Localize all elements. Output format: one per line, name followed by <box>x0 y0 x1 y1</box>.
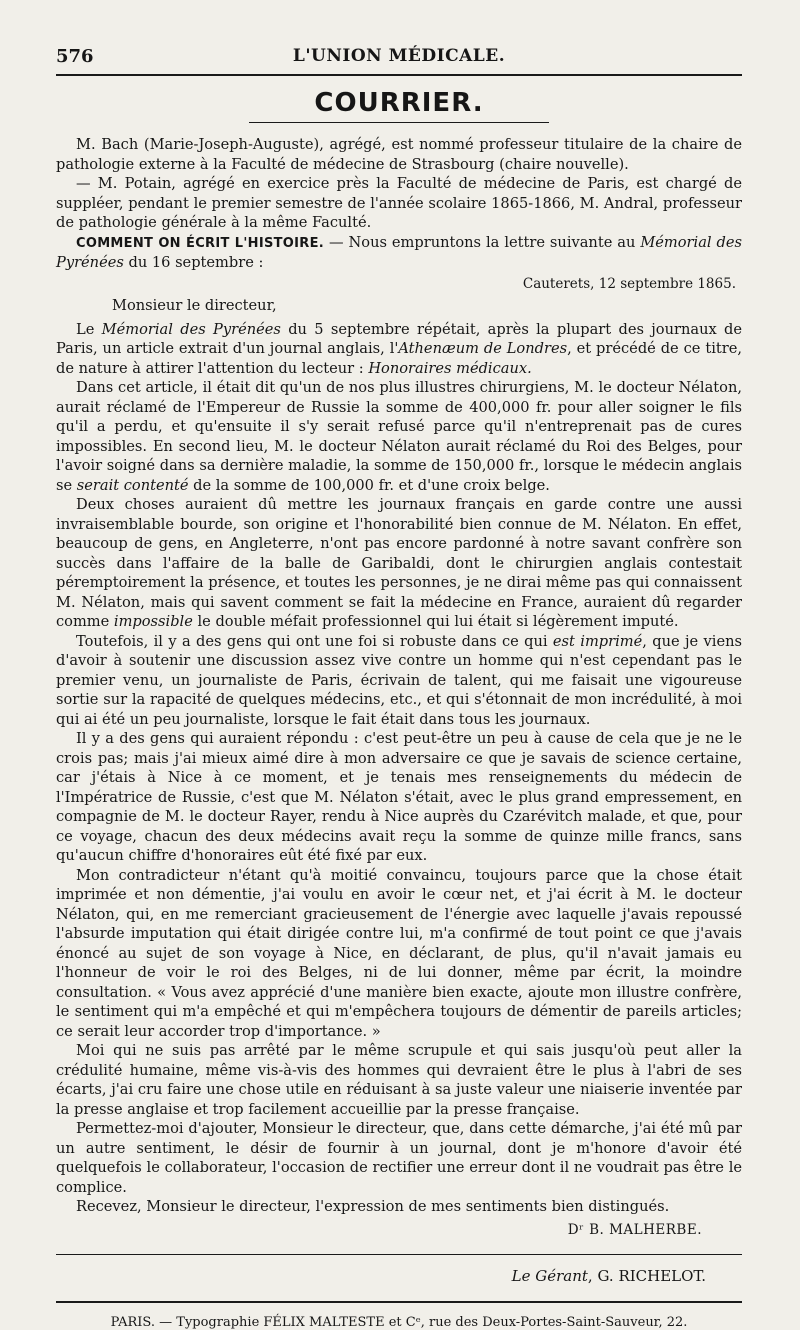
paragraph-toutefois <box>56 632 742 730</box>
rubric-heading: COMMENT ON ÉCRIT L'HISTOIRE. <box>76 235 325 251</box>
imprint-rule <box>56 1301 742 1303</box>
letter-dateline: Cauterets, 12 septembre 1865. <box>522 275 736 292</box>
printer-imprint: PARIS. — Typographie FÉLIX MALTESTE et Cᵉ, rue des Deux-Portes-Saint-Sauveur, 22. <box>110 1315 688 1330</box>
p7-a: Toutefois, il y a des gens qui ont une foi si robuste dans ce qui <box>76 632 553 650</box>
footer-rule <box>56 1254 742 1255</box>
paragraph-memorial <box>56 320 742 379</box>
page-number: 576 <box>56 46 94 67</box>
paragraph-bach: M. Bach (Marie-Joseph-Auguste), agrégé, est nommé professeur titulaire de la chaire de pathologie externe à la Faculté de médecine de Strasbourg (chaire nouvelle). <box>56 136 742 173</box>
intro-text-b: du 16 septembre : <box>123 254 264 271</box>
gerant-name: , G. RICHELOT. <box>587 1267 706 1285</box>
p6-b: le double méfait professionnel qui lui était si légèrement imputé. <box>192 613 679 630</box>
intro-journal-name: Mémorial des Pyrénées <box>56 233 742 271</box>
paragraph-contradicteur: Mon contradicteur n'étant qu'à moitié convaincu, toujours parce que la chose était imprimée et non démentie, j'ai voulu en avoir le cœur net, et j'ai écrit à M. le docteur Nélaton, qui, en me remerciant gracieusement de l'énergie avec laquelle j'avais repoussé l'absurde imputation qui était dirigée contre lui, m'a confirmé de tout point ce que j'avais énoncé au sujet de son voyage à Nice, en déclarant, de plus, qu'il n'avait jamais eu l'honneur de voir le roi des Belges, ni de lui donner, même par écrit, la moindre consultation. « Vous avez apprécié d'une manière bien exacte, ajoute mon illustre confrère, le sentiment qui m'a empêché et qui m'empêchera toujours de démentir de pareils articles; ce serait leur accorder trop d'importance. » <box>56 866 742 1040</box>
title-rule <box>249 122 549 123</box>
paragraph-article <box>56 378 742 495</box>
article-body <box>56 135 742 1240</box>
p5-b: de la somme de 100,000 fr. et d'une croix belge. <box>188 476 550 494</box>
letter-salutation: Monsieur le directeur, <box>112 297 277 314</box>
p5-italic: serait contenté <box>76 476 189 494</box>
journal-title: L'UNION MÉDICALE. <box>292 46 506 66</box>
p6-a: Deux choses auraient dû mettre les journaux français en garde contre une aussi invraisemblable bourde, son origine et l'honorabilité bien connue de M. Nélaton. En effet, beaucoup de gens, en Angleterre, n'ont pas encore pardonné à notre savant confrère son succès dans l'affaire de la balle de Garibaldi, dont le chirurgien anglais contestait péremptoirement la présence, et toutes les personnes, je ne dirai même pas qui connaissent M. Nélaton, mais qui savent comment se fait la médecine en France, auraient dû regarder comme <box>56 496 742 630</box>
p7-b: , que je viens d'avoir à soutenir une discussion assez vive contre un homme qui n'est cependant pas le premier venu, un journaliste de Paris, écrivain de talent, qui me faisait une vigoureuse sortie sur la rapacité de quelques médecins, etc., et qui s'étonnait de mon incrédulité, à moi qui ai été un peu journaliste, lorsque le fait était dans tous les journaux. <box>56 632 742 728</box>
paragraph-permettez: Permettez-moi d'ajouter, Monsieur le directeur, que, dans cette démarche, j'ai été mû par un autre sentiment, le désir de fournir à un journal, dont je m'honore d'avoir été quelquefois le collaborateur, l'occasion de rectifier une erreur dont il ne voudrait pas être le complice. <box>56 1120 742 1196</box>
running-head <box>56 40 742 74</box>
p4-italic-3: Honoraires médicaux. <box>368 359 532 377</box>
p4-a: Le <box>76 320 102 338</box>
paragraph-intro <box>56 233 742 273</box>
paragraph-nice: Il y a des gens qui auraient répondu : c'est peut-être un peu à cause de cela que je ne le crois pas; mais j'ai mieux aimé dire à mon adversaire ce que je savais de science certaine, car j'étais à Nice à ce moment, et je tenais mes renseignements du médecin de l'Impératrice de Russie, c'est que M. Nélaton s'était, avec le plus grand empressement, en compagnie de M. le docteur Rayer, rendu à Nice auprès du Czarévitch malade, et que, pour ce voyage, chacun des deux médecins avait reçu la somme de quinze mille francs, sans qu'aucun chiffre d'honoraires eût été fixé par eux. <box>56 730 742 864</box>
paragraph-closing: Recevez, Monsieur le directeur, l'expression de mes sentiments bien distingués. <box>76 1198 670 1215</box>
header-rule <box>56 74 742 76</box>
gerant-line <box>56 1267 706 1285</box>
p6-italic: impossible <box>113 613 193 630</box>
p4-italic-1: Mémorial des Pyrénées <box>101 320 281 338</box>
p4-b: du 5 septembre répétait, après la plupart des journaux de Paris, un article extrait d'un journal anglais, l' <box>56 320 743 357</box>
letter-signature: Dʳ B. MALHERBE. <box>567 1221 702 1238</box>
p7-italic: est imprimé <box>552 632 643 650</box>
p5-a: Dans cet article, il était dit qu'un de nos plus illustres chirurgiens, M. le docteur Nélaton, aurait réclamé de l'Empereur de Russie la somme de 400,000 fr. pour aller soigner le fils qu'il a perdu, et qu'ensuite il s'y serait refusé parce qu'il n'entreprenait pas de cures impossibles. En second lieu, M. le docteur Nélaton aurait réclamé du Roi des Belges, pour l'avoir soigné dans sa dernière maladie, la somme de 150,000 fr., lorsque le médecin anglais se <box>56 379 742 494</box>
gerant-label: Le Gérant <box>511 1267 588 1285</box>
p4-c: , et précédé de ce titre, de nature à attirer l'attention du lecteur : <box>56 340 742 377</box>
paragraph-deux-choses <box>56 495 742 632</box>
p4-italic-2: Athenæum de Londres <box>398 340 568 357</box>
paragraph-potain: — M. Potain, agrégé en exercice près la Faculté de médecine de Paris, est chargé de suppléer, pendant le premier semestre de l'année scolaire 1865-1866, M. Andral, professeur de pathologie générale à la même Faculté. <box>56 175 742 231</box>
paragraph-scrupule: Moi qui ne suis pas arrêté par le même scrupule et qui sais jusqu'où peut aller la crédulité humaine, même vis-à-vis des hommes qui devraient être le plus à l'abri de ses écarts, j'ai cru faire une chose utile en réduisant à sa juste valeur une niaiserie inventée par la presse anglaise et trop facilement accueillie par la presse française. <box>56 1042 742 1118</box>
section-title: COURRIER. <box>314 88 484 118</box>
intro-text-a: — Nous empruntons la lettre suivante au <box>324 233 641 251</box>
